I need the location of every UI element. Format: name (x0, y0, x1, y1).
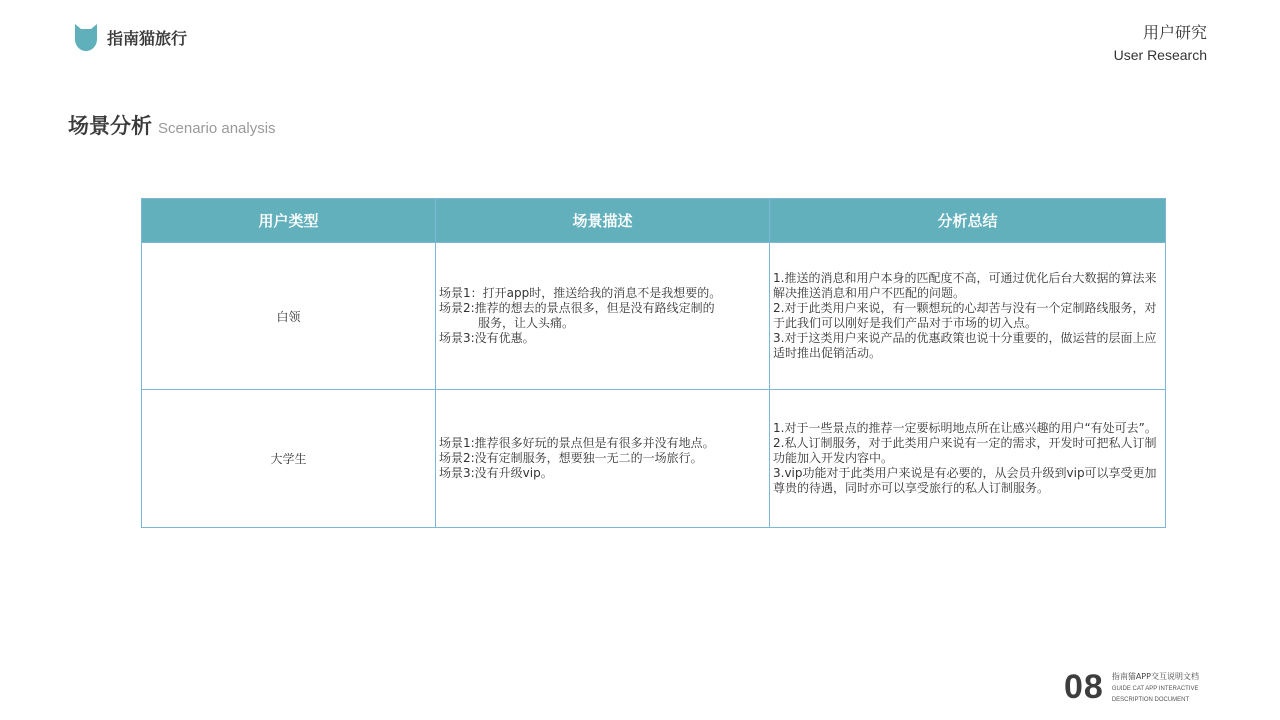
scenario-line: 场景1：打开app时，推送给我的消息不是我想要的。 (439, 286, 722, 300)
page-number: 08 (1064, 668, 1104, 706)
document-name-en-2: DESCRIPTION DOCUMENT (1111, 697, 1190, 703)
page-title-cn: 场景分析 (68, 114, 152, 138)
section-title-en: User Research (1113, 47, 1207, 63)
page-title-en: Scenario analysis (158, 120, 276, 137)
summary-line: 3.vip功能对于此类用户来说是有必要的，从会员升级到vip可以享受更加尊贵的待遇，同时亦可以享受旅行的私人订制服务。 (773, 466, 1157, 495)
section-header (1114, 22, 1207, 66)
column-header-user-type: 用户类型 (142, 199, 436, 243)
section-title-cn: 用户研究 (1142, 23, 1207, 42)
summary-line: 1.对于一些景点的推荐一定要标明地点所在让感兴趣的用户“有处可去”。 (773, 421, 1157, 435)
table-row (142, 243, 1166, 390)
scenario-cell (436, 243, 770, 390)
brand-logo (73, 22, 187, 52)
scenario-line: 场景3:没有优惠。 (439, 331, 535, 345)
summary-line: 2.对于此类用户来说，有一颗想玩的心却苦与没有一个定制路线服务，对于此我们可以刚好是我们产品对于市场的切入点。 (773, 301, 1157, 330)
column-header-scenario: 场景描述 (436, 199, 770, 243)
summary-line: 2.私人订制服务，对于此类用户来说有一定的需求，开发时可把私人订制功能加入开发内容中。 (773, 436, 1157, 465)
user-type-cell: 白领 (142, 243, 436, 390)
table-row (142, 390, 1166, 528)
document-name-cn: 指南猫APP交互说明文档 (1111, 672, 1199, 681)
brand-name: 指南猫旅行 (107, 28, 188, 48)
page-footer (1064, 668, 1199, 707)
page-title (68, 110, 276, 140)
summary-line: 1.推送的消息和用户本身的匹配度不高，可通过优化后台大数据的算法来解决推送消息和用户不匹配的问题。 (773, 271, 1157, 300)
document-label (1112, 671, 1199, 704)
scenario-line: 场景2:推荐的想去的景点很多，但是没有路线定制的 (439, 301, 715, 315)
summary-cell (770, 390, 1166, 528)
cat-logo-icon (73, 22, 99, 52)
column-header-summary: 分析总结 (770, 199, 1166, 243)
document-name-en-1: GUIDE CAT APP INTERACTIVE (1111, 686, 1199, 692)
scenario-line: 场景1:推荐很多好玩的景点但是有很多并没有地点。 (439, 436, 715, 450)
scenario-line: 场景2:没有定制服务，想要独一无二的一场旅行。 (439, 451, 703, 465)
scenario-line: 场景3:没有升级vip。 (439, 466, 553, 480)
scenario-table (141, 198, 1166, 528)
summary-cell (770, 243, 1166, 390)
table-header-row (142, 199, 1166, 243)
scenario-cell (436, 390, 770, 528)
user-type-cell: 大学生 (142, 390, 436, 528)
scenario-line: 服务，让人头痛。 (478, 316, 575, 330)
summary-line: 3.对于这类用户来说产品的优惠政策也说十分重要的，做运营的层面上应适时推出促销活动。 (773, 331, 1157, 360)
